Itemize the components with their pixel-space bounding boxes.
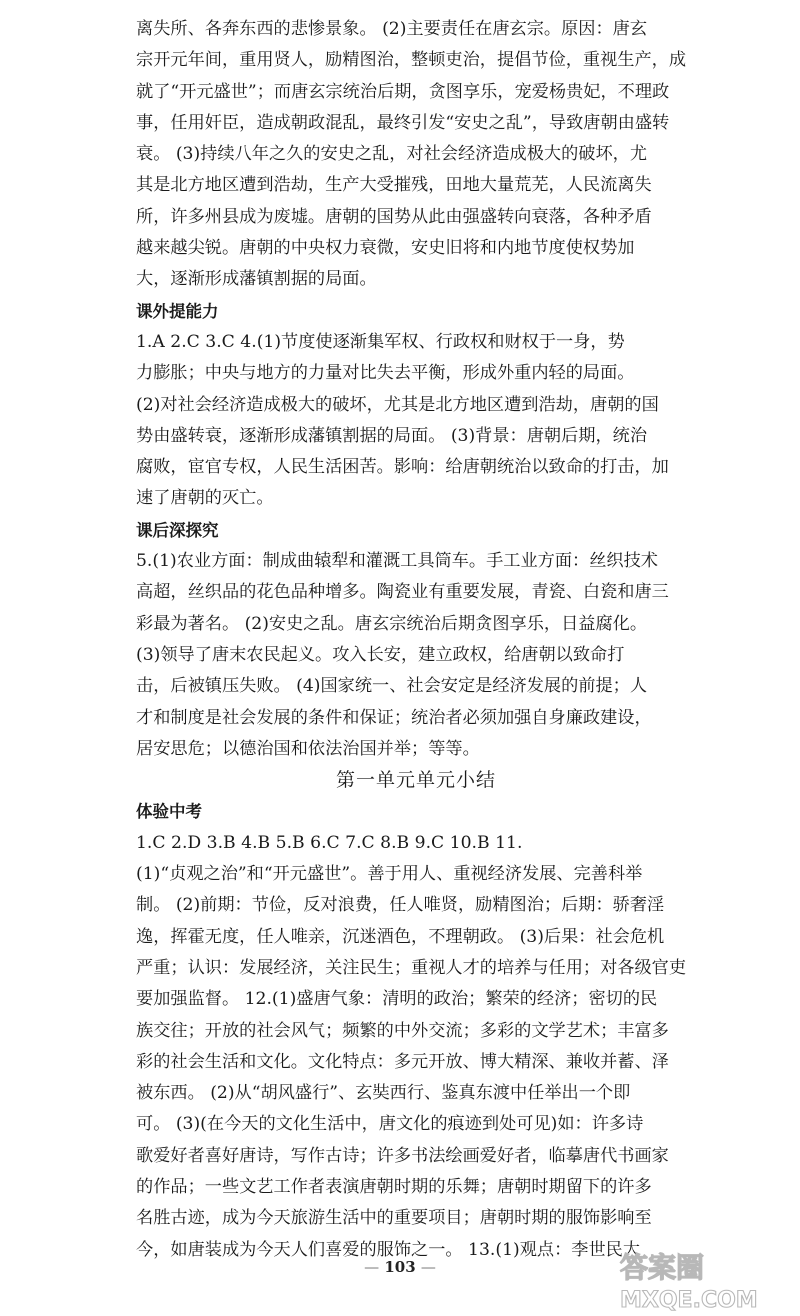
unit-title: 第一单元单元小结	[335, 769, 496, 792]
watermark-line1: 答案圈	[620, 1251, 705, 1284]
page-number	[340, 1258, 460, 1276]
watermark-line2: MXQE.COM	[620, 1288, 758, 1313]
text-line: 事，任用奸臣，造成朝政混乱，最终引发“安史之乱”，导致唐朝由盛转	[136, 112, 670, 133]
text-line: 击，后被镇压失败。 (4)国家统一、社会安定是经济发展的前提；人	[136, 676, 648, 697]
text-line: 速了唐朝的灭亡。	[136, 488, 274, 509]
text-line: 才和制度是社会发展的条件和保证；统治者必须加强自身廉政建设，	[136, 707, 652, 728]
text-line: 所，许多州县成为废墟。唐朝的国势从此由强盛转向衰落，各种矛盾	[136, 206, 652, 227]
section-heading: 课外提能力	[136, 301, 219, 321]
watermark-logo	[600, 1245, 790, 1315]
text-line: (1)“贞观之治”和“开元盛世”。善于用人、重视经济发展、完善科举	[136, 864, 643, 885]
text-line: 彩的社会生活和文化。文化特点：多元开放、博大精深、兼收并蓄、泽	[136, 1051, 669, 1072]
text-line: 衰。 (3)持续八年之久的安史之乱，对社会经济造成极大的破坏，尤	[136, 144, 648, 165]
text-line: 离失所、各奔东西的悲惨景象。 (2)主要责任在唐玄宗。原因：唐玄	[136, 19, 648, 39]
text-line: 被东西。 (2)从“胡风盛行”、玄奘西行、鉴真东渡中任举出一个即	[136, 1083, 631, 1104]
page-number-dash-right: —	[420, 1258, 436, 1276]
text-line: 大，逐渐形成藩镇割据的局面。	[136, 269, 377, 290]
text-line: 就了“开元盛世”；而唐玄宗统治后期，贪图享乐，宠爱杨贵妃，不理政	[136, 81, 670, 102]
text-line: 要加强监督。 12.(1)盛唐气象：清明的政治；繁荣的经济；密切的民	[136, 989, 658, 1010]
text-line: 彩最为著名。 (2)安史之乱。唐玄宗统治后期贪图享乐，日益腐化。	[136, 613, 648, 634]
text-line: 逸，挥霍无度，任人唯亲，沉迷酒色，不理朝政。 (3)后果：社会危机	[136, 926, 665, 947]
text-line: 制。 (2)前期：节俭，反对浪费，任人唯贤，励精图治；后期：骄奢淫	[136, 895, 665, 916]
text-line: 高超，丝织品的花色品种增多。陶瓷业有重要发展，青瓷、白瓷和唐三	[136, 582, 669, 603]
text-line: 族交往；开放的社会风气；频繁的中外交流；多彩的文学艺术；丰富多	[136, 1020, 669, 1041]
text-line: 力膨胀；中央与地方的力量对比失去平衡，形成外重内轻的局面。	[136, 363, 635, 384]
text-line: 势由盛转衰，逐渐形成藩镇割据的局面。 (3)背景：唐朝后期，统治	[136, 425, 648, 446]
text-line: 歌爱好者喜好唐诗，写作古诗；许多书法绘画爱好者，临摹唐代书画家	[136, 1145, 669, 1166]
text-line: 可。 (3)(在今天的文化生活中，唐文化的痕迹到处可见)如：许多诗	[136, 1114, 644, 1135]
text-line: 5.(1)农业方面：制成曲辕犁和灌溉工具筒车。手工业方面：丝织技术	[136, 551, 658, 572]
text-line: (3)领导了唐末农民起义。攻入长安，建立政权，给唐朝以致命打	[136, 644, 625, 665]
text-line: (2)对社会经济造成极大的破坏，尤其是北方地区遭到浩劫，唐朝的国	[136, 394, 659, 415]
section-heading: 课后深探究	[136, 520, 219, 540]
text-line: 居安思危；以德治国和依法治国并举；等等。	[136, 738, 480, 759]
text-line: 腐败，宦官专权，人民生活困苦。影响：给唐朝统治以致命的打击，加	[136, 457, 669, 478]
text-line: 宗开元年间，重用贤人，励精图治，整顿吏治，提倡节俭，重视生产，成	[136, 50, 687, 71]
text-line: 的作品；一些文艺工作者表演唐朝时期的乐舞；唐朝时期留下的许多	[136, 1176, 652, 1197]
page-number-value: 103	[384, 1258, 416, 1276]
text-line: 1.C 2.D 3.B 4.B 5.B 6.C 7.C 8.B 9.C 10.B 11.	[136, 832, 523, 853]
text-line: 严重；认识：发展经济，关注民生；重视人才的培养与任用；对各级官吏	[136, 957, 687, 978]
section-heading: 体验中考	[136, 802, 202, 822]
text-line: 今，如唐装成为今天人们喜爱的服饰之一。 13.(1)观点：李世民大	[136, 1239, 641, 1260]
text-line: 越来越尖锐。唐朝的中央权力衰微，安史旧将和内地节度使权势加	[136, 238, 635, 259]
answer-text	[136, 14, 696, 1266]
text-line: 名胜古迹，成为今天旅游生活中的重要项目；唐朝时期的服饰影响至	[136, 1208, 652, 1229]
page-number-dash-left: —	[364, 1258, 380, 1276]
text-line: 1.A 2.C 3.C 4.(1)节度使逐渐集军权、行政权和财权于一身，势	[136, 331, 625, 352]
text-line: 其是北方地区遭到浩劫，生产大受摧残，田地大量荒芜，人民流离失	[136, 175, 652, 196]
